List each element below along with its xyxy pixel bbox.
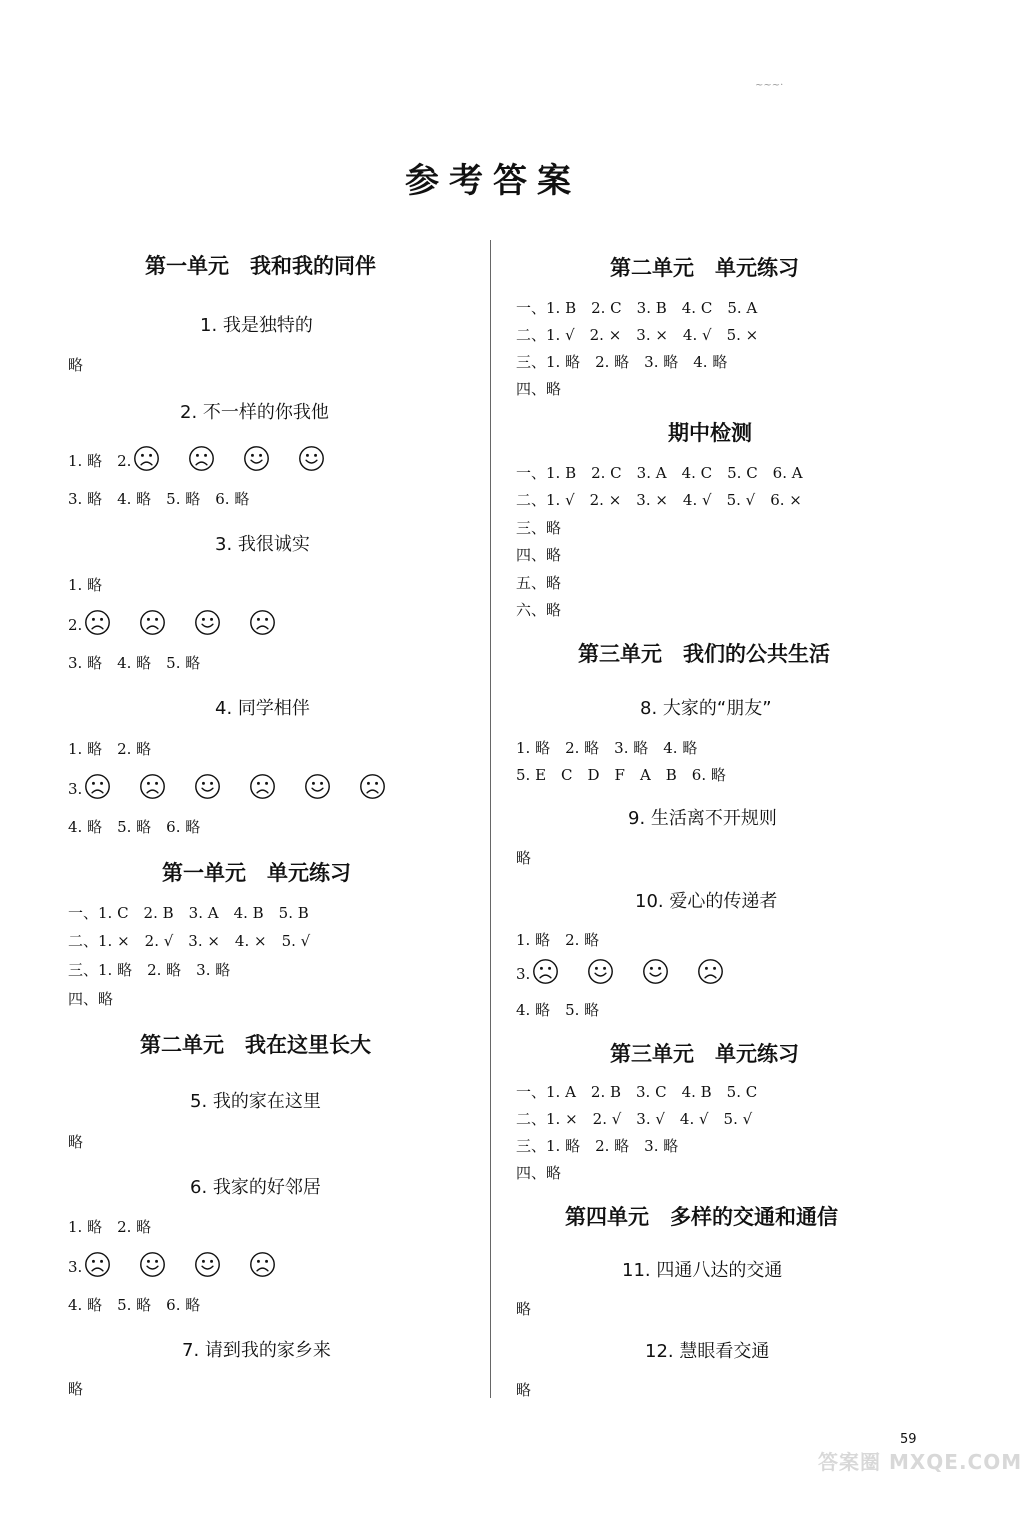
- midterm-row5: 五、略: [516, 574, 562, 592]
- midterm-row6: 六、略: [516, 601, 562, 619]
- unit1-practice-title: 第一单元 单元练习: [162, 860, 351, 885]
- midterm-row3: 三、略: [516, 519, 562, 537]
- lesson4-faces: [84, 773, 414, 804]
- column-divider: [490, 240, 491, 1398]
- smiley-face-icon: [243, 445, 270, 472]
- lesson8-title: 8. 大家的“朋友”: [640, 698, 772, 719]
- midterm-row1: 一、1. B 2. C 3. A 4. C 5. C 6. A: [516, 464, 803, 482]
- smiley-face-icon: [298, 445, 325, 472]
- lesson10-answer-row1: 1. 略 2. 略: [516, 931, 600, 949]
- lesson9-answer: 略: [516, 849, 532, 867]
- lesson4-answer-row1: 1. 略 2. 略: [68, 740, 152, 758]
- lesson3-faces: [84, 609, 304, 640]
- sad-face-icon: [249, 1251, 276, 1278]
- page-number: 59: [900, 1432, 917, 1447]
- lesson4-row2-label: 3.: [68, 779, 83, 798]
- lesson2-title: 2. 不一样的你我他: [180, 402, 329, 423]
- lesson6-title: 6. 我家的好邻居: [190, 1177, 321, 1198]
- lesson2-faces: [133, 445, 353, 476]
- sad-face-icon: [697, 958, 724, 985]
- lesson7-answer: 略: [68, 1380, 84, 1398]
- lesson3-title: 3. 我很诚实: [215, 534, 310, 555]
- lesson7-title: 7. 请到我的家乡来: [182, 1340, 331, 1361]
- lesson8-answer-row1: 1. 略 2. 略 3. 略 4. 略: [516, 739, 698, 757]
- unit3-practice-row4: 四、略: [516, 1164, 562, 1182]
- unit1-practice-row2: 二、1. × 2. √ 3. × 4. × 5. √: [68, 932, 311, 950]
- lesson6-answer-row1: 1. 略 2. 略: [68, 1218, 152, 1236]
- unit2-practice-title: 第二单元 单元练习: [610, 255, 799, 280]
- unit3-practice-row1: 一、1. A 2. B 3. C 4. B 5. C: [516, 1083, 758, 1101]
- smiley-face-icon: [304, 773, 331, 800]
- unit2-practice-row1: 一、1. B 2. C 3. B 4. C 5. A: [516, 299, 758, 317]
- lesson10-row2-label: 3.: [516, 964, 531, 983]
- sad-face-icon: [84, 609, 111, 636]
- smiley-face-icon: [194, 609, 221, 636]
- smiley-face-icon: [194, 1251, 221, 1278]
- smiley-face-icon: [587, 958, 614, 985]
- lesson5-title: 5. 我的家在这里: [190, 1091, 321, 1112]
- lesson12-answer: 略: [516, 1381, 532, 1399]
- sad-face-icon: [84, 773, 111, 800]
- lesson6-answer-row2: [68, 1251, 304, 1282]
- lesson1-answer: 略: [68, 356, 84, 374]
- lesson10-answer-row3: 4. 略 5. 略: [516, 1001, 600, 1019]
- midterm-row2: 二、1. √ 2. × 3. × 4. √ 5. √ 6. ×: [516, 491, 802, 509]
- sad-face-icon: [359, 773, 386, 800]
- sad-face-icon: [249, 609, 276, 636]
- lesson10-faces: [532, 958, 752, 989]
- smiley-face-icon: [194, 773, 221, 800]
- lesson2-answer-row1: [68, 445, 353, 476]
- unit1-title: 第一单元 我和我的同伴: [145, 253, 376, 278]
- midterm-title: 期中检测: [668, 420, 752, 445]
- lesson6-row2-label: 3.: [68, 1257, 83, 1276]
- lesson11-answer: 略: [516, 1300, 532, 1318]
- unit1-practice-row3: 三、1. 略 2. 略 3. 略: [68, 961, 231, 979]
- smiley-face-icon: [642, 958, 669, 985]
- lesson9-title: 9. 生活离不开规则: [628, 808, 777, 829]
- lesson8-answer-row2: 5. E C D F A B 6. 略: [516, 766, 726, 784]
- unit1-practice-row4: 四、略: [68, 990, 114, 1008]
- smiley-face-icon: [139, 1251, 166, 1278]
- lesson12-title: 12. 慧眼看交通: [645, 1341, 770, 1362]
- sad-face-icon: [139, 609, 166, 636]
- unit3-practice-row2: 二、1. × 2. √ 3. √ 4. √ 5. √: [516, 1110, 753, 1128]
- unit1-practice-row1: 一、1. C 2. B 3. A 4. B 5. B: [68, 904, 309, 922]
- lesson4-title: 4. 同学相伴: [215, 698, 310, 719]
- lesson1-title: 1. 我是独特的: [200, 315, 313, 336]
- unit3-practice-title: 第三单元 单元练习: [610, 1041, 799, 1066]
- lesson10-answer-row2: [516, 958, 752, 989]
- unit2-title: 第二单元 我在这里长大: [140, 1032, 371, 1057]
- page-title: 参考答案: [405, 161, 581, 201]
- lesson4-answer-row3: 4. 略 5. 略 6. 略: [68, 818, 201, 836]
- sad-face-icon: [249, 773, 276, 800]
- header-mark: ~~~·: [755, 80, 784, 91]
- lesson3-answer-row1: 1. 略: [68, 576, 103, 594]
- unit4-title: 第四单元 多样的交通和通信: [565, 1204, 838, 1229]
- unit3-practice-row3: 三、1. 略 2. 略 3. 略: [516, 1137, 679, 1155]
- sad-face-icon: [139, 773, 166, 800]
- midterm-row4: 四、略: [516, 546, 562, 564]
- sad-face-icon: [133, 445, 160, 472]
- lesson6-answer-row3: 4. 略 5. 略 6. 略: [68, 1296, 201, 1314]
- watermark: 答案圈 MXQE.COM: [818, 1450, 1022, 1474]
- sad-face-icon: [188, 445, 215, 472]
- unit2-practice-row4: 四、略: [516, 380, 562, 398]
- sad-face-icon: [532, 958, 559, 985]
- lesson6-faces: [84, 1251, 304, 1282]
- unit3-title: 第三单元 我们的公共生活: [578, 641, 830, 666]
- lesson10-title: 10. 爱心的传递者: [635, 891, 778, 912]
- lesson2-answer-row2: 3. 略 4. 略 5. 略 6. 略: [68, 490, 250, 508]
- lesson3-answer-row2: [68, 609, 304, 640]
- lesson11-title: 11. 四通八达的交通: [622, 1260, 783, 1281]
- unit2-practice-row2: 二、1. √ 2. × 3. × 4. √ 5. ×: [516, 326, 759, 344]
- sad-face-icon: [84, 1251, 111, 1278]
- lesson3-row2-label: 2.: [68, 615, 83, 634]
- lesson4-answer-row2: [68, 773, 414, 804]
- lesson5-answer: 略: [68, 1133, 84, 1151]
- unit2-practice-row3: 三、1. 略 2. 略 3. 略 4. 略: [516, 353, 728, 371]
- lesson3-answer-row3: 3. 略 4. 略 5. 略: [68, 654, 201, 672]
- lesson2-row1-label: 1. 略 2.: [68, 452, 132, 470]
